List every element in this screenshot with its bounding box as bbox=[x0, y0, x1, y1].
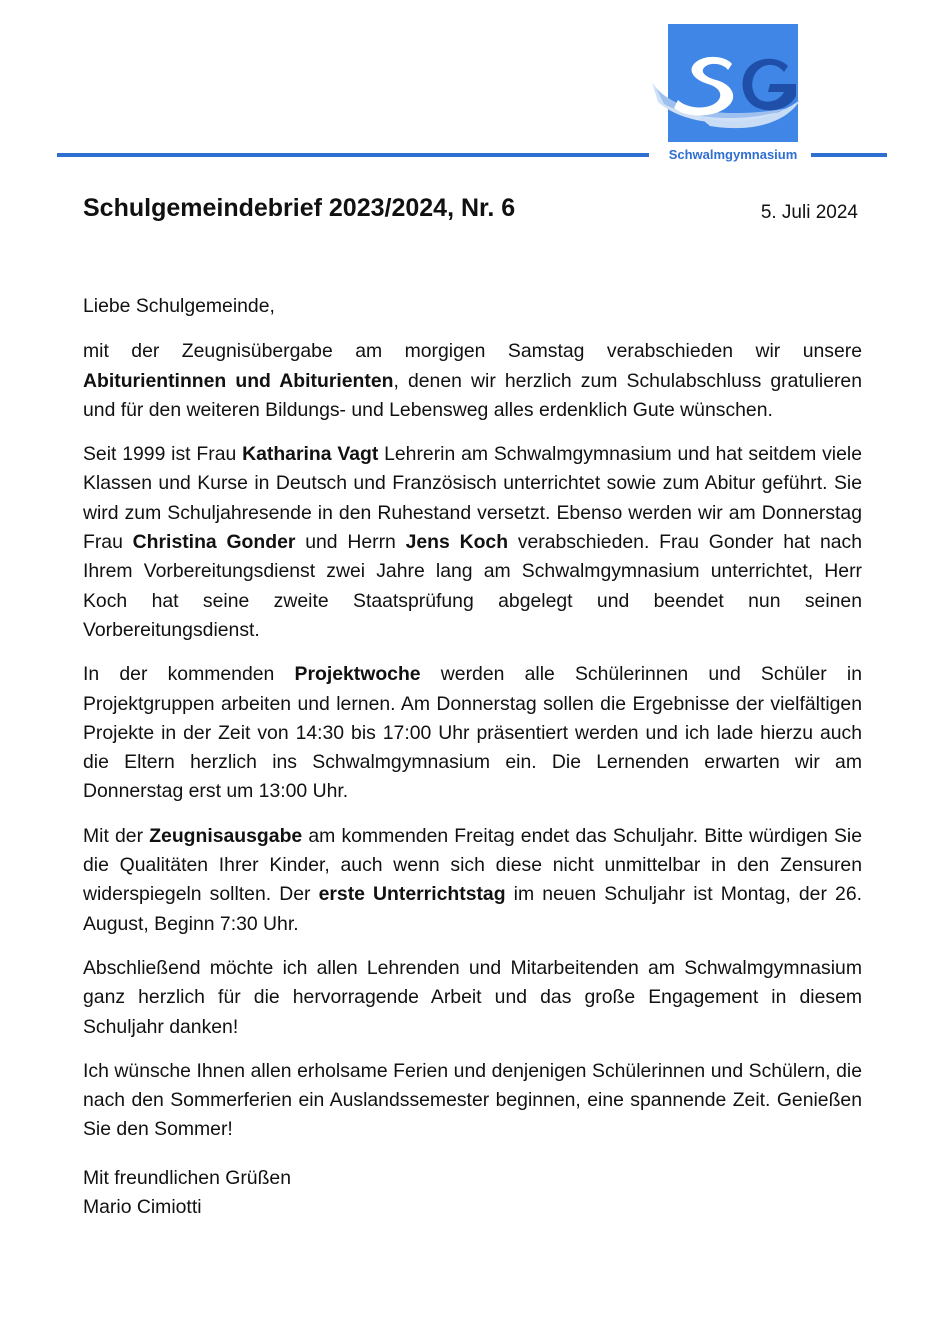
salutation: Liebe Schulgemeinde, bbox=[83, 295, 275, 317]
letter-date: 5. Juli 2024 bbox=[760, 202, 858, 223]
letter-body bbox=[83, 292, 862, 1222]
paragraph-staff-farewell: Seit 1999 ist Frau Katharina Vagt Lehrerin am Schwalmgymnasium und hat seitdem viele Klassen und Kurse in Deutsch und Französisch unterrichtet sowie zum Abitur geführt. Sie wird zum Schuljahresende in den Ruhestand versetzt. Ebenso werden wir am Donnerstag Frau Christina Gonder und Herrn Jens Koch verabschieden. Frau Gonder hat nach Ihrem Vorbereitungsdienst zwei Jahre lang am Schwalmgymnasium unterrichtet, Herr Koch hat seine zweite Staatsprüfung abgelegt und beendet nun seinen Vorbereitungsdienst. bbox=[83, 443, 862, 641]
signoff bbox=[83, 1164, 862, 1223]
bold-name-gonder: Christina Gonder bbox=[132, 531, 296, 554]
closing-line: Mit freundlichen Grüßen bbox=[83, 1166, 292, 1189]
paragraph-thanks: Abschließend möchte ich allen Lehrenden und Mitarbeitenden am Schwalmgymnasium ganz herzlich für die hervorragende Arbeit und das große Engagement in diesem Schuljahr danken! bbox=[83, 956, 862, 1038]
sg-monogram-icon bbox=[650, 22, 810, 144]
paragraph-abitur: mit der Zeugnisübergabe am morgigen Samstag verabschieden wir unsere Abiturientinnen und Abiturienten, denen wir herzlich zum Schulabschluss gratulieren und für den weiteren Bildungs- und Lebensweg alles erdenklich Gute wünschen. bbox=[83, 340, 862, 421]
bold-name-koch: Jens Koch bbox=[405, 531, 509, 554]
bold-project-week: Projektwoche bbox=[294, 663, 421, 686]
paragraph-holiday-wishes: Ich wünsche Ihnen allen erholsame Ferien und denjenigen Schülerinnen und Schülern, die nach den Sommerferien ein Auslandssemester beginnen, eine spannende Zeit. Genießen Sie den Sommer! bbox=[83, 1059, 862, 1141]
signature-name: Mario Cimiotti bbox=[83, 1196, 202, 1219]
logo-school-name: Schwalmgymnasium bbox=[668, 147, 798, 162]
bold-name-vagt: Katharina Vagt bbox=[242, 443, 379, 466]
letter-title: Schulgemeindebrief 2023/2024, Nr. 6 bbox=[83, 194, 516, 222]
bold-report-cards: Zeugnisausgabe bbox=[149, 824, 303, 847]
bold-graduates: Abiturientinnen und Abiturienten bbox=[83, 369, 394, 392]
header-rule-right bbox=[811, 153, 887, 157]
bold-first-school-day: erste Unterrichtstag bbox=[318, 883, 506, 906]
header-rule-left bbox=[57, 153, 649, 157]
paragraph-project-week: In der kommenden Projektwoche werden alle Schülerinnen und Schüler in Projektgruppen arbeiten und lernen. Am Donnerstag sollen die Ergebnisse der vielfältigen Projekte in der Zeit von 14:30 bis 17:00 Uhr präsentiert werden und ich lade hierzu auch die Eltern herzlich ins Schwalmgymnasium ein. Die Lernenden erwarten wir am Donnerstag erst um 13:00 Uhr. bbox=[83, 663, 862, 803]
school-logo bbox=[650, 22, 810, 167]
paragraph-report-cards: Mit der Zeugnisausgabe am kommenden Freitag endet das Schuljahr. Bitte würdigen Sie die Qualitäten Ihrer Kinder, auch wenn sich diese nicht unmittelbar in den Zensuren widerspiegeln sollten. Der erste Unterrichtstag im neuen Schuljahr ist Montag, der 26. August, Beginn 7:30 Uhr. bbox=[83, 824, 863, 935]
